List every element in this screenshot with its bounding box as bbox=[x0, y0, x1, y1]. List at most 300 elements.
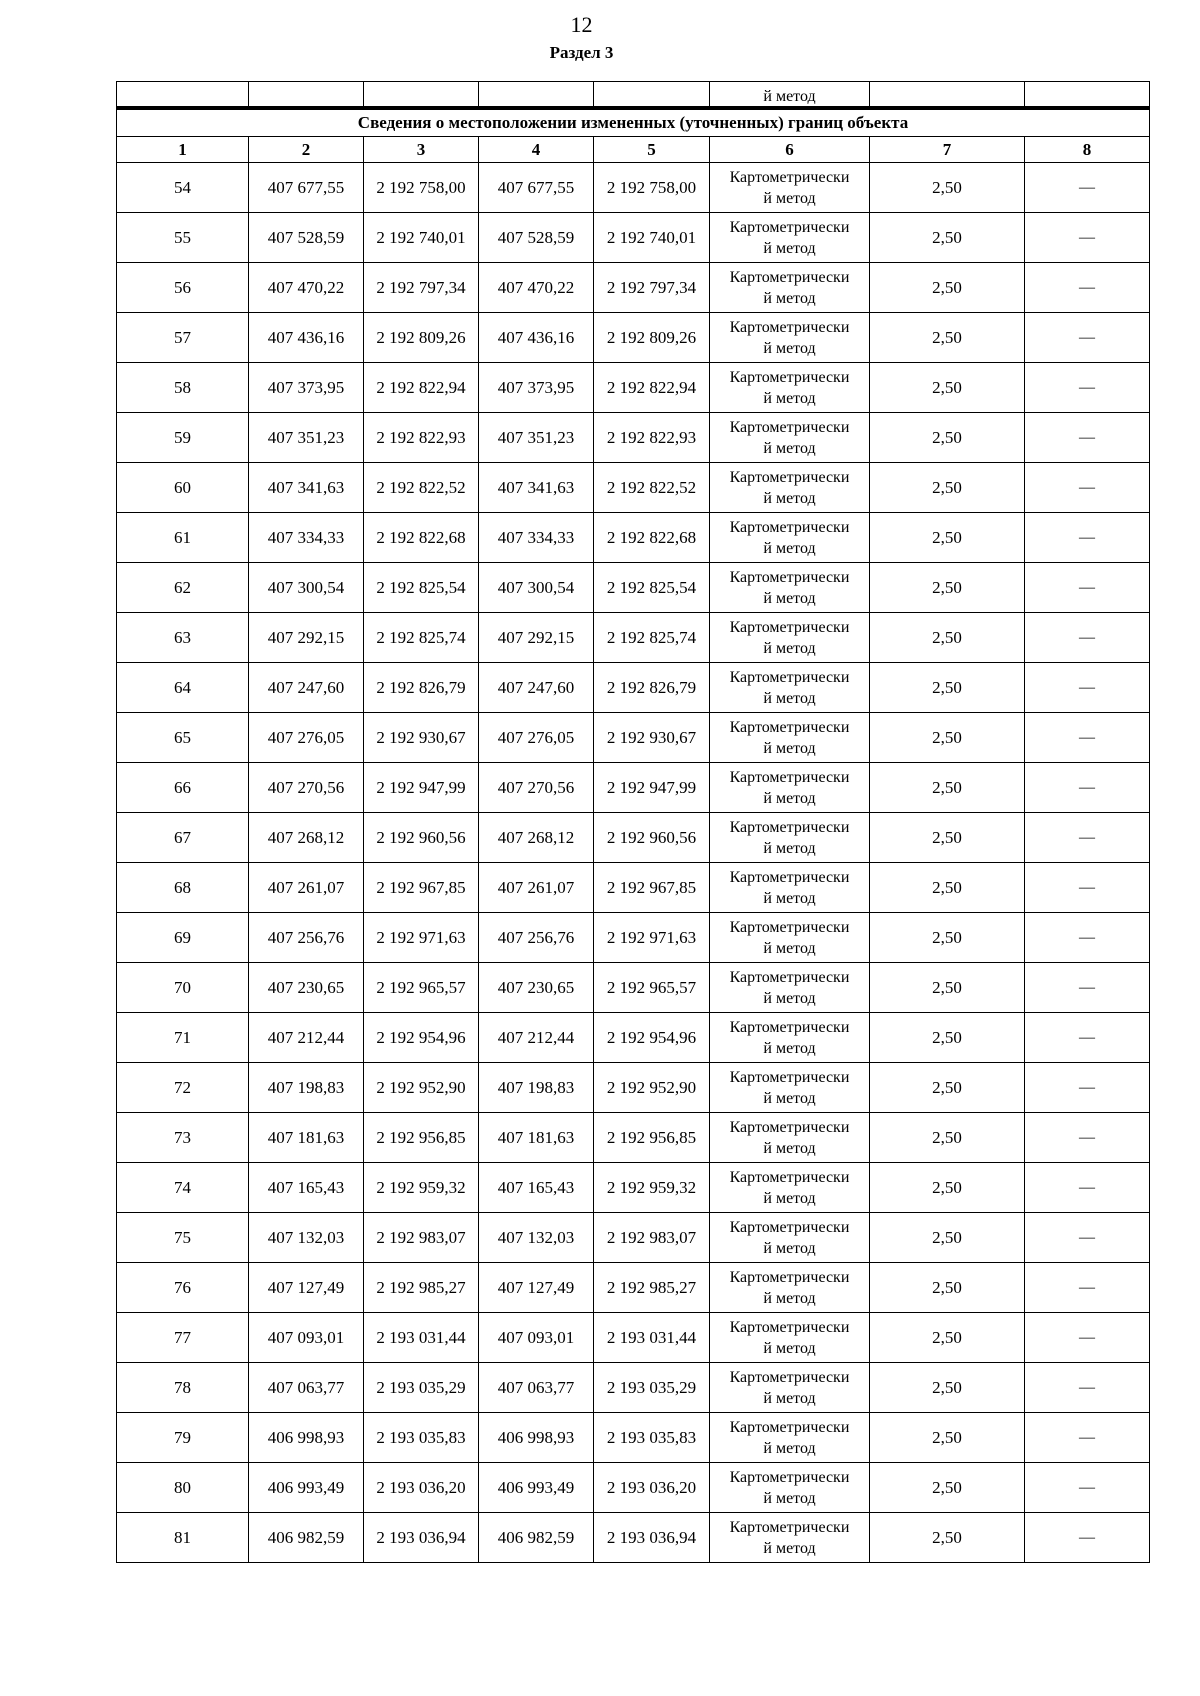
description-cell: — bbox=[1025, 713, 1150, 763]
accuracy-cell: 2,50 bbox=[870, 363, 1025, 413]
method-cell bbox=[710, 563, 870, 613]
method-line-2: й метод bbox=[763, 989, 816, 1007]
method-line-1: Картометрически bbox=[729, 468, 850, 486]
method-cell bbox=[710, 363, 870, 413]
method-line-2: й метод bbox=[763, 189, 816, 207]
point-number-cell: 71 bbox=[117, 1013, 249, 1063]
y-existing-cell: 2 192 952,90 bbox=[364, 1063, 479, 1113]
y-new-cell: 2 192 960,56 bbox=[594, 813, 710, 863]
description-cell: — bbox=[1025, 663, 1150, 713]
y-new-cell: 2 192 825,74 bbox=[594, 613, 710, 663]
table-row bbox=[117, 1513, 1150, 1563]
description-cell: — bbox=[1025, 1413, 1150, 1463]
table-row bbox=[117, 563, 1150, 613]
method-line-1: Картометрически bbox=[729, 368, 850, 386]
table-row bbox=[117, 1063, 1150, 1113]
method-line-2: й метод bbox=[763, 789, 816, 807]
column-header: 7 bbox=[870, 137, 1025, 163]
point-number-cell: 76 bbox=[117, 1263, 249, 1313]
x-new-cell: 407 063,77 bbox=[479, 1363, 594, 1413]
accuracy-cell: 2,50 bbox=[870, 1163, 1025, 1213]
table-row bbox=[117, 313, 1150, 363]
y-new-cell: 2 192 965,57 bbox=[594, 963, 710, 1013]
method-line-1: Картометрически bbox=[729, 868, 850, 886]
description-cell: — bbox=[1025, 863, 1150, 913]
y-new-cell: 2 193 031,44 bbox=[594, 1313, 710, 1363]
method-line-1: Картометрически bbox=[729, 318, 850, 336]
method-line-2: й метод bbox=[763, 939, 816, 957]
method-line-2: й метод bbox=[763, 639, 816, 657]
description-cell: — bbox=[1025, 413, 1150, 463]
y-existing-cell: 2 192 822,68 bbox=[364, 513, 479, 563]
x-new-cell: 407 256,76 bbox=[479, 913, 594, 963]
y-existing-cell: 2 192 967,85 bbox=[364, 863, 479, 913]
continuation-cell bbox=[1025, 82, 1150, 109]
y-existing-cell: 2 192 822,52 bbox=[364, 463, 479, 513]
method-cell bbox=[710, 763, 870, 813]
method-cell bbox=[710, 663, 870, 713]
method-line-1: Картометрически bbox=[729, 568, 850, 586]
point-number-cell: 54 bbox=[117, 163, 249, 213]
x-existing-cell: 407 292,15 bbox=[249, 613, 364, 663]
method-line-2: й метод bbox=[763, 739, 816, 757]
accuracy-cell: 2,50 bbox=[870, 263, 1025, 313]
description-cell: — bbox=[1025, 1313, 1150, 1363]
y-new-cell: 2 192 954,96 bbox=[594, 1013, 710, 1063]
y-existing-cell: 2 192 971,63 bbox=[364, 913, 479, 963]
continuation-method-text: й метод bbox=[710, 82, 870, 109]
x-existing-cell: 407 230,65 bbox=[249, 963, 364, 1013]
point-number-cell: 70 bbox=[117, 963, 249, 1013]
method-line-2: й метод bbox=[763, 389, 816, 407]
description-cell: — bbox=[1025, 363, 1150, 413]
method-cell bbox=[710, 213, 870, 263]
boundary-coordinates-table bbox=[116, 81, 1150, 1563]
description-cell: — bbox=[1025, 1063, 1150, 1113]
y-new-cell: 2 192 758,00 bbox=[594, 163, 710, 213]
y-existing-cell: 2 193 035,29 bbox=[364, 1363, 479, 1413]
x-existing-cell: 407 300,54 bbox=[249, 563, 364, 613]
method-cell bbox=[710, 1313, 870, 1363]
accuracy-cell: 2,50 bbox=[870, 1063, 1025, 1113]
description-cell: — bbox=[1025, 263, 1150, 313]
method-line-1: Картометрически bbox=[729, 918, 850, 936]
y-new-cell: 2 192 826,79 bbox=[594, 663, 710, 713]
point-number-cell: 56 bbox=[117, 263, 249, 313]
method-line-2: й метод bbox=[763, 489, 816, 507]
table-row bbox=[117, 1263, 1150, 1313]
description-cell: — bbox=[1025, 1163, 1150, 1213]
accuracy-cell: 2,50 bbox=[870, 1363, 1025, 1413]
method-line-1: Картометрически bbox=[729, 1118, 850, 1136]
table-row bbox=[117, 1013, 1150, 1063]
table-row bbox=[117, 813, 1150, 863]
method-cell bbox=[710, 863, 870, 913]
method-line-2: й метод bbox=[763, 289, 816, 307]
method-line-1: Картометрически bbox=[729, 618, 850, 636]
x-new-cell: 407 373,95 bbox=[479, 363, 594, 413]
point-number-cell: 65 bbox=[117, 713, 249, 763]
x-new-cell: 406 982,59 bbox=[479, 1513, 594, 1563]
column-header: 5 bbox=[594, 137, 710, 163]
x-existing-cell: 407 276,05 bbox=[249, 713, 364, 763]
table-row bbox=[117, 213, 1150, 263]
table-row bbox=[117, 1213, 1150, 1263]
y-existing-cell: 2 192 954,96 bbox=[364, 1013, 479, 1063]
method-line-1: Картометрически bbox=[729, 218, 850, 236]
point-number-cell: 78 bbox=[117, 1363, 249, 1413]
x-existing-cell: 407 334,33 bbox=[249, 513, 364, 563]
y-existing-cell: 2 192 960,56 bbox=[364, 813, 479, 863]
description-cell: — bbox=[1025, 1363, 1150, 1413]
x-existing-cell: 407 063,77 bbox=[249, 1363, 364, 1413]
table-row bbox=[117, 1113, 1150, 1163]
method-cell bbox=[710, 1063, 870, 1113]
y-new-cell: 2 192 809,26 bbox=[594, 313, 710, 363]
point-number-cell: 72 bbox=[117, 1063, 249, 1113]
x-new-cell: 407 276,05 bbox=[479, 713, 594, 763]
x-new-cell: 407 528,59 bbox=[479, 213, 594, 263]
method-line-2: й метод bbox=[763, 889, 816, 907]
x-existing-cell: 407 268,12 bbox=[249, 813, 364, 863]
method-line-2: й метод bbox=[763, 689, 816, 707]
y-existing-cell: 2 192 930,67 bbox=[364, 713, 479, 763]
point-number-cell: 67 bbox=[117, 813, 249, 863]
method-line-2: й метод bbox=[763, 1089, 816, 1107]
accuracy-cell: 2,50 bbox=[870, 1213, 1025, 1263]
point-number-cell: 80 bbox=[117, 1463, 249, 1513]
method-line-2: й метод bbox=[763, 1289, 816, 1307]
x-existing-cell: 407 181,63 bbox=[249, 1113, 364, 1163]
x-new-cell: 407 292,15 bbox=[479, 613, 594, 663]
y-new-cell: 2 192 959,32 bbox=[594, 1163, 710, 1213]
method-line-1: Картометрически bbox=[729, 1068, 850, 1086]
accuracy-cell: 2,50 bbox=[870, 163, 1025, 213]
description-cell: — bbox=[1025, 563, 1150, 613]
column-header: 1 bbox=[117, 137, 249, 163]
table-row bbox=[117, 413, 1150, 463]
y-new-cell: 2 192 797,34 bbox=[594, 263, 710, 313]
method-cell bbox=[710, 1413, 870, 1463]
point-number-cell: 81 bbox=[117, 1513, 249, 1563]
accuracy-cell: 2,50 bbox=[870, 663, 1025, 713]
accuracy-cell: 2,50 bbox=[870, 563, 1025, 613]
table-row bbox=[117, 763, 1150, 813]
x-new-cell: 407 677,55 bbox=[479, 163, 594, 213]
x-existing-cell: 407 528,59 bbox=[249, 213, 364, 263]
y-existing-cell: 2 192 965,57 bbox=[364, 963, 479, 1013]
y-existing-cell: 2 192 797,34 bbox=[364, 263, 479, 313]
accuracy-cell: 2,50 bbox=[870, 763, 1025, 813]
accuracy-cell: 2,50 bbox=[870, 1463, 1025, 1513]
table-row bbox=[117, 1313, 1150, 1363]
accuracy-cell: 2,50 bbox=[870, 463, 1025, 513]
column-header: 8 bbox=[1025, 137, 1150, 163]
table-row bbox=[117, 163, 1150, 213]
method-line-2: й метод bbox=[763, 1389, 816, 1407]
continuation-cell bbox=[249, 82, 364, 109]
method-cell bbox=[710, 513, 870, 563]
method-line-2: й метод bbox=[763, 339, 816, 357]
x-new-cell: 407 093,01 bbox=[479, 1313, 594, 1363]
column-header: 2 bbox=[249, 137, 364, 163]
column-header: 4 bbox=[479, 137, 594, 163]
point-number-cell: 62 bbox=[117, 563, 249, 613]
method-cell bbox=[710, 1213, 870, 1263]
point-number-cell: 57 bbox=[117, 313, 249, 363]
table-row bbox=[117, 1413, 1150, 1463]
accuracy-cell: 2,50 bbox=[870, 1513, 1025, 1563]
y-existing-cell: 2 193 036,94 bbox=[364, 1513, 479, 1563]
description-cell: — bbox=[1025, 963, 1150, 1013]
continuation-row bbox=[117, 82, 1150, 109]
column-header: 6 bbox=[710, 137, 870, 163]
y-existing-cell: 2 192 956,85 bbox=[364, 1113, 479, 1163]
point-number-cell: 74 bbox=[117, 1163, 249, 1213]
y-existing-cell: 2 193 031,44 bbox=[364, 1313, 479, 1363]
method-cell bbox=[710, 1113, 870, 1163]
method-line-2: й метод bbox=[763, 1239, 816, 1257]
x-existing-cell: 407 351,23 bbox=[249, 413, 364, 463]
section-title: Раздел 3 bbox=[549, 43, 614, 62]
y-new-cell: 2 192 952,90 bbox=[594, 1063, 710, 1113]
method-cell bbox=[710, 913, 870, 963]
method-line-2: й метод bbox=[763, 439, 816, 457]
point-number-cell: 64 bbox=[117, 663, 249, 713]
y-new-cell: 2 192 822,68 bbox=[594, 513, 710, 563]
point-number-cell: 79 bbox=[117, 1413, 249, 1463]
method-cell bbox=[710, 813, 870, 863]
description-cell: — bbox=[1025, 1263, 1150, 1313]
column-header: 3 bbox=[364, 137, 479, 163]
method-line-1: Картометрически bbox=[729, 418, 850, 436]
x-new-cell: 407 270,56 bbox=[479, 763, 594, 813]
y-existing-cell: 2 192 947,99 bbox=[364, 763, 479, 813]
x-new-cell: 407 132,03 bbox=[479, 1213, 594, 1263]
y-existing-cell: 2 192 985,27 bbox=[364, 1263, 479, 1313]
method-line-1: Картометрически bbox=[729, 1518, 850, 1536]
page-number: 12 bbox=[570, 12, 593, 37]
table-row bbox=[117, 363, 1150, 413]
x-new-cell: 407 165,43 bbox=[479, 1163, 594, 1213]
y-existing-cell: 2 192 983,07 bbox=[364, 1213, 479, 1263]
method-line-1: Картометрически bbox=[729, 768, 850, 786]
method-line-1: Картометрически bbox=[729, 1368, 850, 1386]
x-new-cell: 407 470,22 bbox=[479, 263, 594, 313]
method-cell bbox=[710, 163, 870, 213]
y-existing-cell: 2 193 035,83 bbox=[364, 1413, 479, 1463]
accuracy-cell: 2,50 bbox=[870, 1013, 1025, 1063]
column-header-row bbox=[117, 137, 1150, 163]
method-cell bbox=[710, 413, 870, 463]
table-row bbox=[117, 713, 1150, 763]
method-cell bbox=[710, 263, 870, 313]
description-cell: — bbox=[1025, 913, 1150, 963]
method-line-2: й метод bbox=[763, 589, 816, 607]
accuracy-cell: 2,50 bbox=[870, 613, 1025, 663]
accuracy-cell: 2,50 bbox=[870, 413, 1025, 463]
description-cell: — bbox=[1025, 213, 1150, 263]
table-title: Сведения о местоположении измененных (уточненных) границ объекта bbox=[117, 108, 1150, 137]
y-new-cell: 2 192 930,67 bbox=[594, 713, 710, 763]
y-existing-cell: 2 192 822,93 bbox=[364, 413, 479, 463]
y-new-cell: 2 192 822,94 bbox=[594, 363, 710, 413]
y-existing-cell: 2 192 826,79 bbox=[364, 663, 479, 713]
method-cell bbox=[710, 1463, 870, 1513]
x-existing-cell: 407 341,63 bbox=[249, 463, 364, 513]
x-existing-cell: 407 436,16 bbox=[249, 313, 364, 363]
accuracy-cell: 2,50 bbox=[870, 213, 1025, 263]
y-existing-cell: 2 192 740,01 bbox=[364, 213, 479, 263]
method-cell bbox=[710, 1163, 870, 1213]
x-existing-cell: 407 127,49 bbox=[249, 1263, 364, 1313]
method-line-1: Картометрически bbox=[729, 1018, 850, 1036]
x-new-cell: 407 261,07 bbox=[479, 863, 594, 913]
x-existing-cell: 407 212,44 bbox=[249, 1013, 364, 1063]
table-row bbox=[117, 1463, 1150, 1513]
method-line-2: й метод bbox=[763, 1339, 816, 1357]
x-new-cell: 407 212,44 bbox=[479, 1013, 594, 1063]
point-number-cell: 58 bbox=[117, 363, 249, 413]
y-existing-cell: 2 192 825,54 bbox=[364, 563, 479, 613]
y-existing-cell: 2 192 825,74 bbox=[364, 613, 479, 663]
method-cell bbox=[710, 613, 870, 663]
method-cell bbox=[710, 313, 870, 363]
continuation-cell bbox=[479, 82, 594, 109]
accuracy-cell: 2,50 bbox=[870, 513, 1025, 563]
method-line-1: Картометрически bbox=[729, 1168, 850, 1186]
accuracy-cell: 2,50 bbox=[870, 913, 1025, 963]
method-line-1: Картометрически bbox=[729, 268, 850, 286]
point-number-cell: 75 bbox=[117, 1213, 249, 1263]
point-number-cell: 63 bbox=[117, 613, 249, 663]
description-cell: — bbox=[1025, 1463, 1150, 1513]
method-line-1: Картометрически bbox=[729, 1268, 850, 1286]
table-row bbox=[117, 913, 1150, 963]
y-new-cell: 2 192 947,99 bbox=[594, 763, 710, 813]
method-line-2: й метод bbox=[763, 1489, 816, 1507]
description-cell: — bbox=[1025, 313, 1150, 363]
table-row bbox=[117, 1363, 1150, 1413]
x-new-cell: 407 341,63 bbox=[479, 463, 594, 513]
x-existing-cell: 406 982,59 bbox=[249, 1513, 364, 1563]
x-existing-cell: 407 165,43 bbox=[249, 1163, 364, 1213]
table-row bbox=[117, 863, 1150, 913]
x-existing-cell: 406 998,93 bbox=[249, 1413, 364, 1463]
x-new-cell: 407 300,54 bbox=[479, 563, 594, 613]
method-line-1: Картометрически bbox=[729, 718, 850, 736]
accuracy-cell: 2,50 bbox=[870, 1263, 1025, 1313]
point-number-cell: 55 bbox=[117, 213, 249, 263]
y-new-cell: 2 192 822,93 bbox=[594, 413, 710, 463]
x-new-cell: 407 181,63 bbox=[479, 1113, 594, 1163]
description-cell: — bbox=[1025, 163, 1150, 213]
method-cell bbox=[710, 713, 870, 763]
x-existing-cell: 406 993,49 bbox=[249, 1463, 364, 1513]
x-existing-cell: 407 256,76 bbox=[249, 913, 364, 963]
method-line-2: й метод bbox=[763, 839, 816, 857]
method-line-2: й метод bbox=[763, 1139, 816, 1157]
method-line-1: Картометрически bbox=[729, 518, 850, 536]
method-line-2: й метод bbox=[763, 539, 816, 557]
x-existing-cell: 407 093,01 bbox=[249, 1313, 364, 1363]
method-line-2: й метод bbox=[763, 1439, 816, 1457]
method-cell bbox=[710, 1363, 870, 1413]
description-cell: — bbox=[1025, 1213, 1150, 1263]
table-row bbox=[117, 463, 1150, 513]
continuation-cell bbox=[117, 82, 249, 109]
method-cell bbox=[710, 1013, 870, 1063]
method-cell bbox=[710, 963, 870, 1013]
method-line-1: Картометрически bbox=[729, 968, 850, 986]
point-number-cell: 60 bbox=[117, 463, 249, 513]
x-new-cell: 407 127,49 bbox=[479, 1263, 594, 1313]
x-existing-cell: 407 677,55 bbox=[249, 163, 364, 213]
y-new-cell: 2 192 822,52 bbox=[594, 463, 710, 513]
method-line-2: й метод bbox=[763, 1539, 816, 1557]
accuracy-cell: 2,50 bbox=[870, 1413, 1025, 1463]
y-existing-cell: 2 192 822,94 bbox=[364, 363, 479, 413]
x-existing-cell: 407 470,22 bbox=[249, 263, 364, 313]
point-number-cell: 61 bbox=[117, 513, 249, 563]
description-cell: — bbox=[1025, 513, 1150, 563]
description-cell: — bbox=[1025, 1113, 1150, 1163]
accuracy-cell: 2,50 bbox=[870, 713, 1025, 763]
description-cell: — bbox=[1025, 813, 1150, 863]
table-row bbox=[117, 613, 1150, 663]
y-new-cell: 2 193 035,83 bbox=[594, 1413, 710, 1463]
method-line-1: Картометрически bbox=[729, 1318, 850, 1336]
point-number-cell: 59 bbox=[117, 413, 249, 463]
point-number-cell: 69 bbox=[117, 913, 249, 963]
method-line-2: й метод bbox=[763, 239, 816, 257]
method-line-1: Картометрически bbox=[729, 1418, 850, 1436]
y-new-cell: 2 192 985,27 bbox=[594, 1263, 710, 1313]
y-new-cell: 2 192 983,07 bbox=[594, 1213, 710, 1263]
x-existing-cell: 407 247,60 bbox=[249, 663, 364, 713]
table-row bbox=[117, 1163, 1150, 1213]
method-line-1: Картометрически bbox=[729, 668, 850, 686]
x-new-cell: 407 334,33 bbox=[479, 513, 594, 563]
x-new-cell: 407 198,83 bbox=[479, 1063, 594, 1113]
table-row bbox=[117, 663, 1150, 713]
accuracy-cell: 2,50 bbox=[870, 313, 1025, 363]
y-new-cell: 2 192 740,01 bbox=[594, 213, 710, 263]
method-line-1: Картометрически bbox=[729, 1218, 850, 1236]
method-cell bbox=[710, 1263, 870, 1313]
point-number-cell: 68 bbox=[117, 863, 249, 913]
method-line-2: й метод bbox=[763, 1189, 816, 1207]
y-new-cell: 2 192 825,54 bbox=[594, 563, 710, 613]
x-existing-cell: 407 270,56 bbox=[249, 763, 364, 813]
x-new-cell: 407 351,23 bbox=[479, 413, 594, 463]
table-title-row bbox=[117, 108, 1150, 137]
y-existing-cell: 2 192 758,00 bbox=[364, 163, 479, 213]
x-new-cell: 407 230,65 bbox=[479, 963, 594, 1013]
description-cell: — bbox=[1025, 613, 1150, 663]
description-cell: — bbox=[1025, 1513, 1150, 1563]
method-line-1: Картометрически bbox=[729, 168, 850, 186]
y-existing-cell: 2 192 809,26 bbox=[364, 313, 479, 363]
y-new-cell: 2 193 036,94 bbox=[594, 1513, 710, 1563]
accuracy-cell: 2,50 bbox=[870, 863, 1025, 913]
table-row bbox=[117, 263, 1150, 313]
y-new-cell: 2 193 036,20 bbox=[594, 1463, 710, 1513]
method-line-1: Картометрически bbox=[729, 1468, 850, 1486]
continuation-cell bbox=[364, 82, 479, 109]
x-existing-cell: 407 373,95 bbox=[249, 363, 364, 413]
y-new-cell: 2 192 967,85 bbox=[594, 863, 710, 913]
